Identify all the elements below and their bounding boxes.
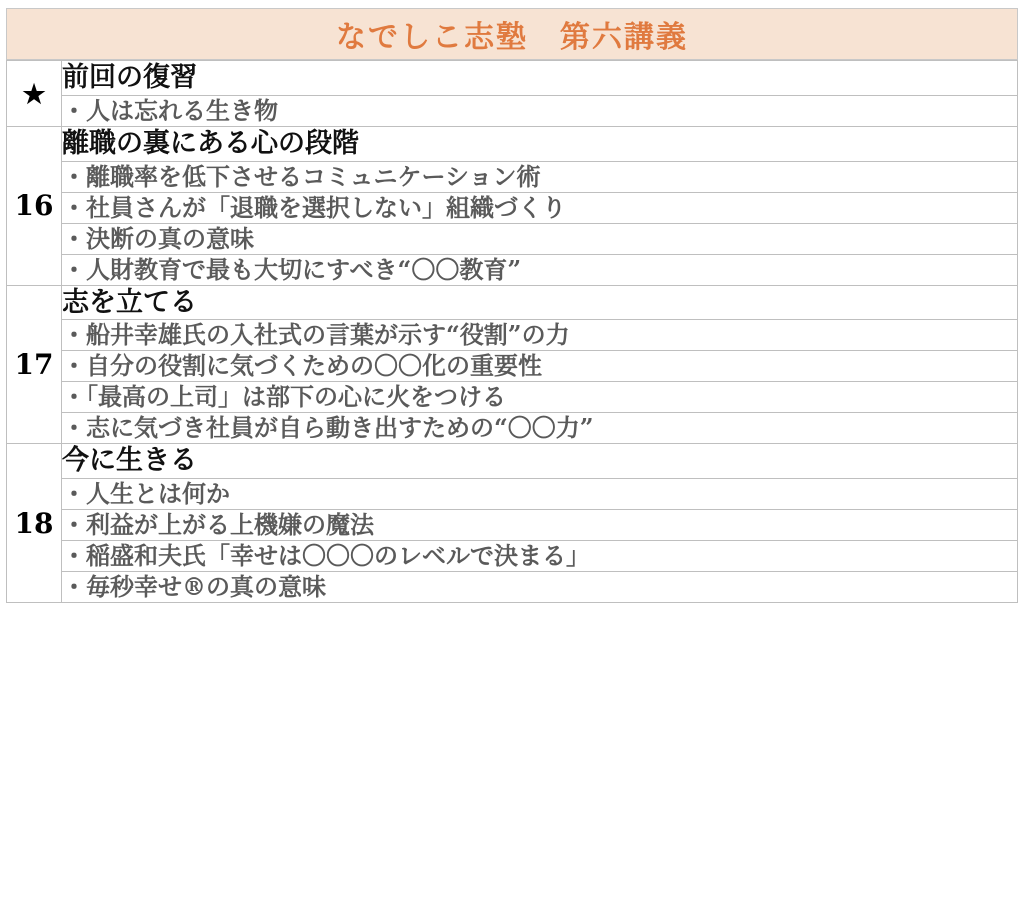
- list-item: [62, 413, 1017, 444]
- section-heading-row: [62, 444, 1017, 478]
- section-heading-row: [62, 127, 1017, 161]
- list-item: [62, 541, 1017, 572]
- section-item: ・決断の真の意味: [62, 223, 1017, 254]
- section-body-cell: [62, 285, 1018, 444]
- list-item: [62, 95, 1017, 126]
- section-items-table: [62, 286, 1017, 444]
- outline-table-body: [7, 61, 1018, 603]
- section-number-cell: 17: [7, 285, 62, 444]
- table-row: [7, 285, 1018, 444]
- list-item: [62, 161, 1017, 192]
- list-item: [62, 254, 1017, 285]
- star-icon: ★: [22, 79, 46, 110]
- table-row: [7, 126, 1018, 285]
- section-item: ・人生とは何か: [62, 479, 1017, 510]
- section-item: ・社員さんが「退職を選択しない」組織づくり: [62, 192, 1017, 223]
- table-row: [7, 444, 1018, 603]
- outline-table: [6, 60, 1018, 603]
- table-row: [7, 61, 1018, 127]
- section-item: ・稲盛和夫氏「幸せは〇〇〇のレベルで決まる」: [62, 541, 1017, 572]
- section-body-cell: [62, 61, 1018, 127]
- list-item: [62, 382, 1017, 413]
- section-item: ・離職率を低下させるコミュニケーション術: [62, 161, 1017, 192]
- section-heading: 前回の復習: [62, 61, 1017, 95]
- section-number-cell: 16: [7, 126, 62, 285]
- section-body-cell: [62, 444, 1018, 603]
- title-bar: [6, 8, 1018, 60]
- section-item: ・「最高の上司」は部下の心に火をつける: [62, 382, 1017, 413]
- lecture-outline-sheet: [0, 8, 1024, 924]
- section-item: ・船井幸雄氏の入社式の言葉が示す“役割”の力: [62, 320, 1017, 351]
- list-item: [62, 320, 1017, 351]
- section-item: ・人財教育で最も大切にすべき“〇〇教育”: [62, 254, 522, 284]
- section-heading: 離職の裏にある心の段階: [62, 127, 1017, 161]
- section-items-table: [62, 444, 1017, 602]
- list-item: [62, 192, 1017, 223]
- list-item: [62, 223, 1017, 254]
- page-title: なでしこ志塾 第六講義: [336, 20, 688, 55]
- section-body-cell: [62, 126, 1018, 285]
- section-items-table: [62, 127, 1017, 285]
- section-number-cell: 18: [7, 444, 62, 603]
- section-heading-row: [62, 286, 1017, 320]
- section-heading-row: [62, 61, 1017, 95]
- section-item: ・利益が上がる上機嫌の魔法: [62, 510, 1017, 541]
- section-heading: 今に生きる: [62, 444, 1017, 478]
- section-item: ・自分の役割に気づくための〇〇化の重要性: [62, 351, 1017, 382]
- section-item: ・人は忘れる生き物: [62, 95, 278, 125]
- section-item: ・毎秒幸せ®の真の意味: [62, 572, 326, 601]
- list-item: [62, 510, 1017, 541]
- section-items-table: [62, 61, 1017, 126]
- section-item: ・志に気づき社員が自ら動き出すための“〇〇力”: [62, 413, 594, 443]
- section-heading: 志を立てる: [62, 286, 1017, 320]
- list-item: [62, 351, 1017, 382]
- section-number-cell: [7, 61, 62, 127]
- list-item: [62, 479, 1017, 510]
- list-item: [62, 572, 1017, 603]
